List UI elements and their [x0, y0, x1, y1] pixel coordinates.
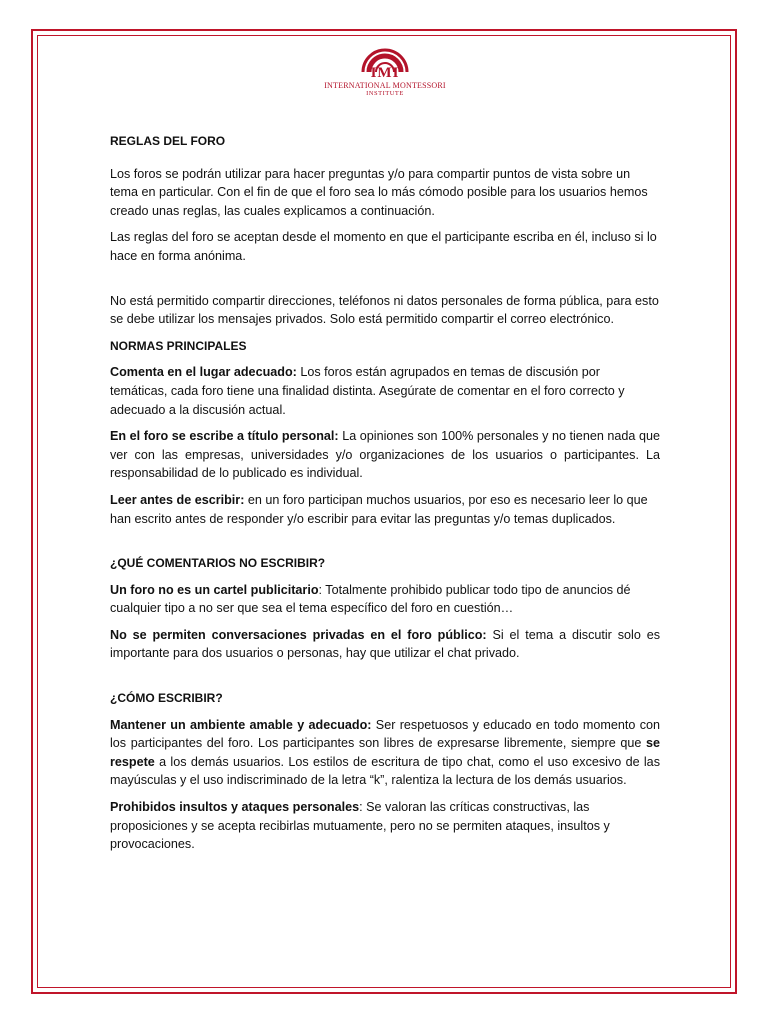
intro-paragraph-1: Los foros se podrán utilizar para hacer preguntas y/o para compartir puntos de vista sobre un tema en particular. Con el fin de que el foro sea lo más cómodo posible para los usuarios hemos creado unas reglas, las cuales explicamos a continuación. — [110, 166, 648, 218]
section-heading-no-escribir: ¿QUÉ COMENTARIOS NO ESCRIBIR? — [110, 556, 326, 571]
rule-text: Ser respetuosos y educado en todo momento con los participantes del foro. Los participantes son libres de expresarse libremente, siempre que — [110, 717, 660, 751]
rule-paragraph — [110, 626, 660, 663]
document-body — [110, 132, 660, 862]
intro-paragraph-2: Las reglas del foro se aceptan desde el momento en que el participante escriba en él, incluso si lo hace en forma anónima. — [110, 230, 657, 263]
imi-logo — [300, 40, 470, 104]
rule-text: Los foros están agrupados en temas de discusión por temáticas, cada foro tiene una finalidad distinta. Asegúrate de comentar en el foro correcto y adecuado a la discusión actual. — [110, 365, 625, 417]
rule-title: No se permiten conversaciones privadas en el foro público: — [110, 627, 487, 642]
logo-name: INTERNATIONAL MONTESSORI — [324, 81, 446, 90]
document-title: REGLAS DEL FORO — [110, 134, 226, 148]
rule-paragraph — [110, 798, 660, 854]
logo-subtitle: INSTITUTE — [366, 90, 404, 97]
rule-title: En el foro se escribe a título personal: — [110, 429, 339, 444]
rule-paragraph — [110, 427, 660, 483]
rule-paragraph — [110, 581, 660, 618]
logo-abbreviation: IMI — [370, 65, 400, 81]
rule-paragraph — [110, 491, 660, 528]
rule-text: : Se valoran las críticas constructivas, las proposiciones y se acepta recibirlas mutuamente, pero no se permiten ataques, insultos y provocaciones. — [110, 800, 610, 852]
rule-text: La opiniones son 100% personales y no tienen nada que ver con las empresas, universidades y/o organizaciones de los usuarios o participantes. La responsabilidad de lo publicado es individual. — [110, 429, 660, 481]
rule-title: Comenta en el lugar adecuado: — [110, 365, 297, 380]
rule-text: a los demás usuarios. Los estilos de escritura de tipo chat, como el uso excesivo de las mayúsculas y el uso indiscriminado de la letra “k”, ralentiza la lectura de los demás usuarios. — [110, 754, 660, 788]
section-heading-normas: NORMAS PRINCIPALES — [110, 338, 247, 353]
rule-title: Un foro no es un cartel publicitario — [110, 582, 319, 597]
intro-paragraph-3: No está permitido compartir direcciones, teléfonos ni datos personales de forma pública, para esto se debe utilizar los mensajes privados. Solo está permitido compartir el correo electrónico. — [110, 293, 659, 327]
rule-title: Leer antes de escribir: — [110, 492, 245, 507]
rule-text: : Totalmente prohibido publicar todo tipo de anuncios dé cualquier tipo a no ser que sea el tema específico del foro en cuestión… — [110, 582, 631, 616]
section-heading-como-escribir: ¿CÓMO ESCRIBIR? — [110, 691, 223, 706]
rule-emphasis: se respete — [110, 736, 660, 769]
rule-title: Mantener un ambiente amable y adecuado: — [110, 717, 372, 732]
rule-title: Prohibidos insultos y ataques personales — [110, 800, 360, 815]
rule-paragraph — [110, 716, 660, 790]
rule-text: en un foro participan muchos usuarios, por eso es necesario leer lo que han escrito antes de responder y/o escribir para evitar las preguntas y/o temas duplicados. — [110, 492, 648, 526]
rule-paragraph — [110, 363, 660, 419]
rule-text: Si el tema a discutir solo es importante para dos usuarios o personas, hay que utilizar el chat privado. — [110, 627, 661, 661]
